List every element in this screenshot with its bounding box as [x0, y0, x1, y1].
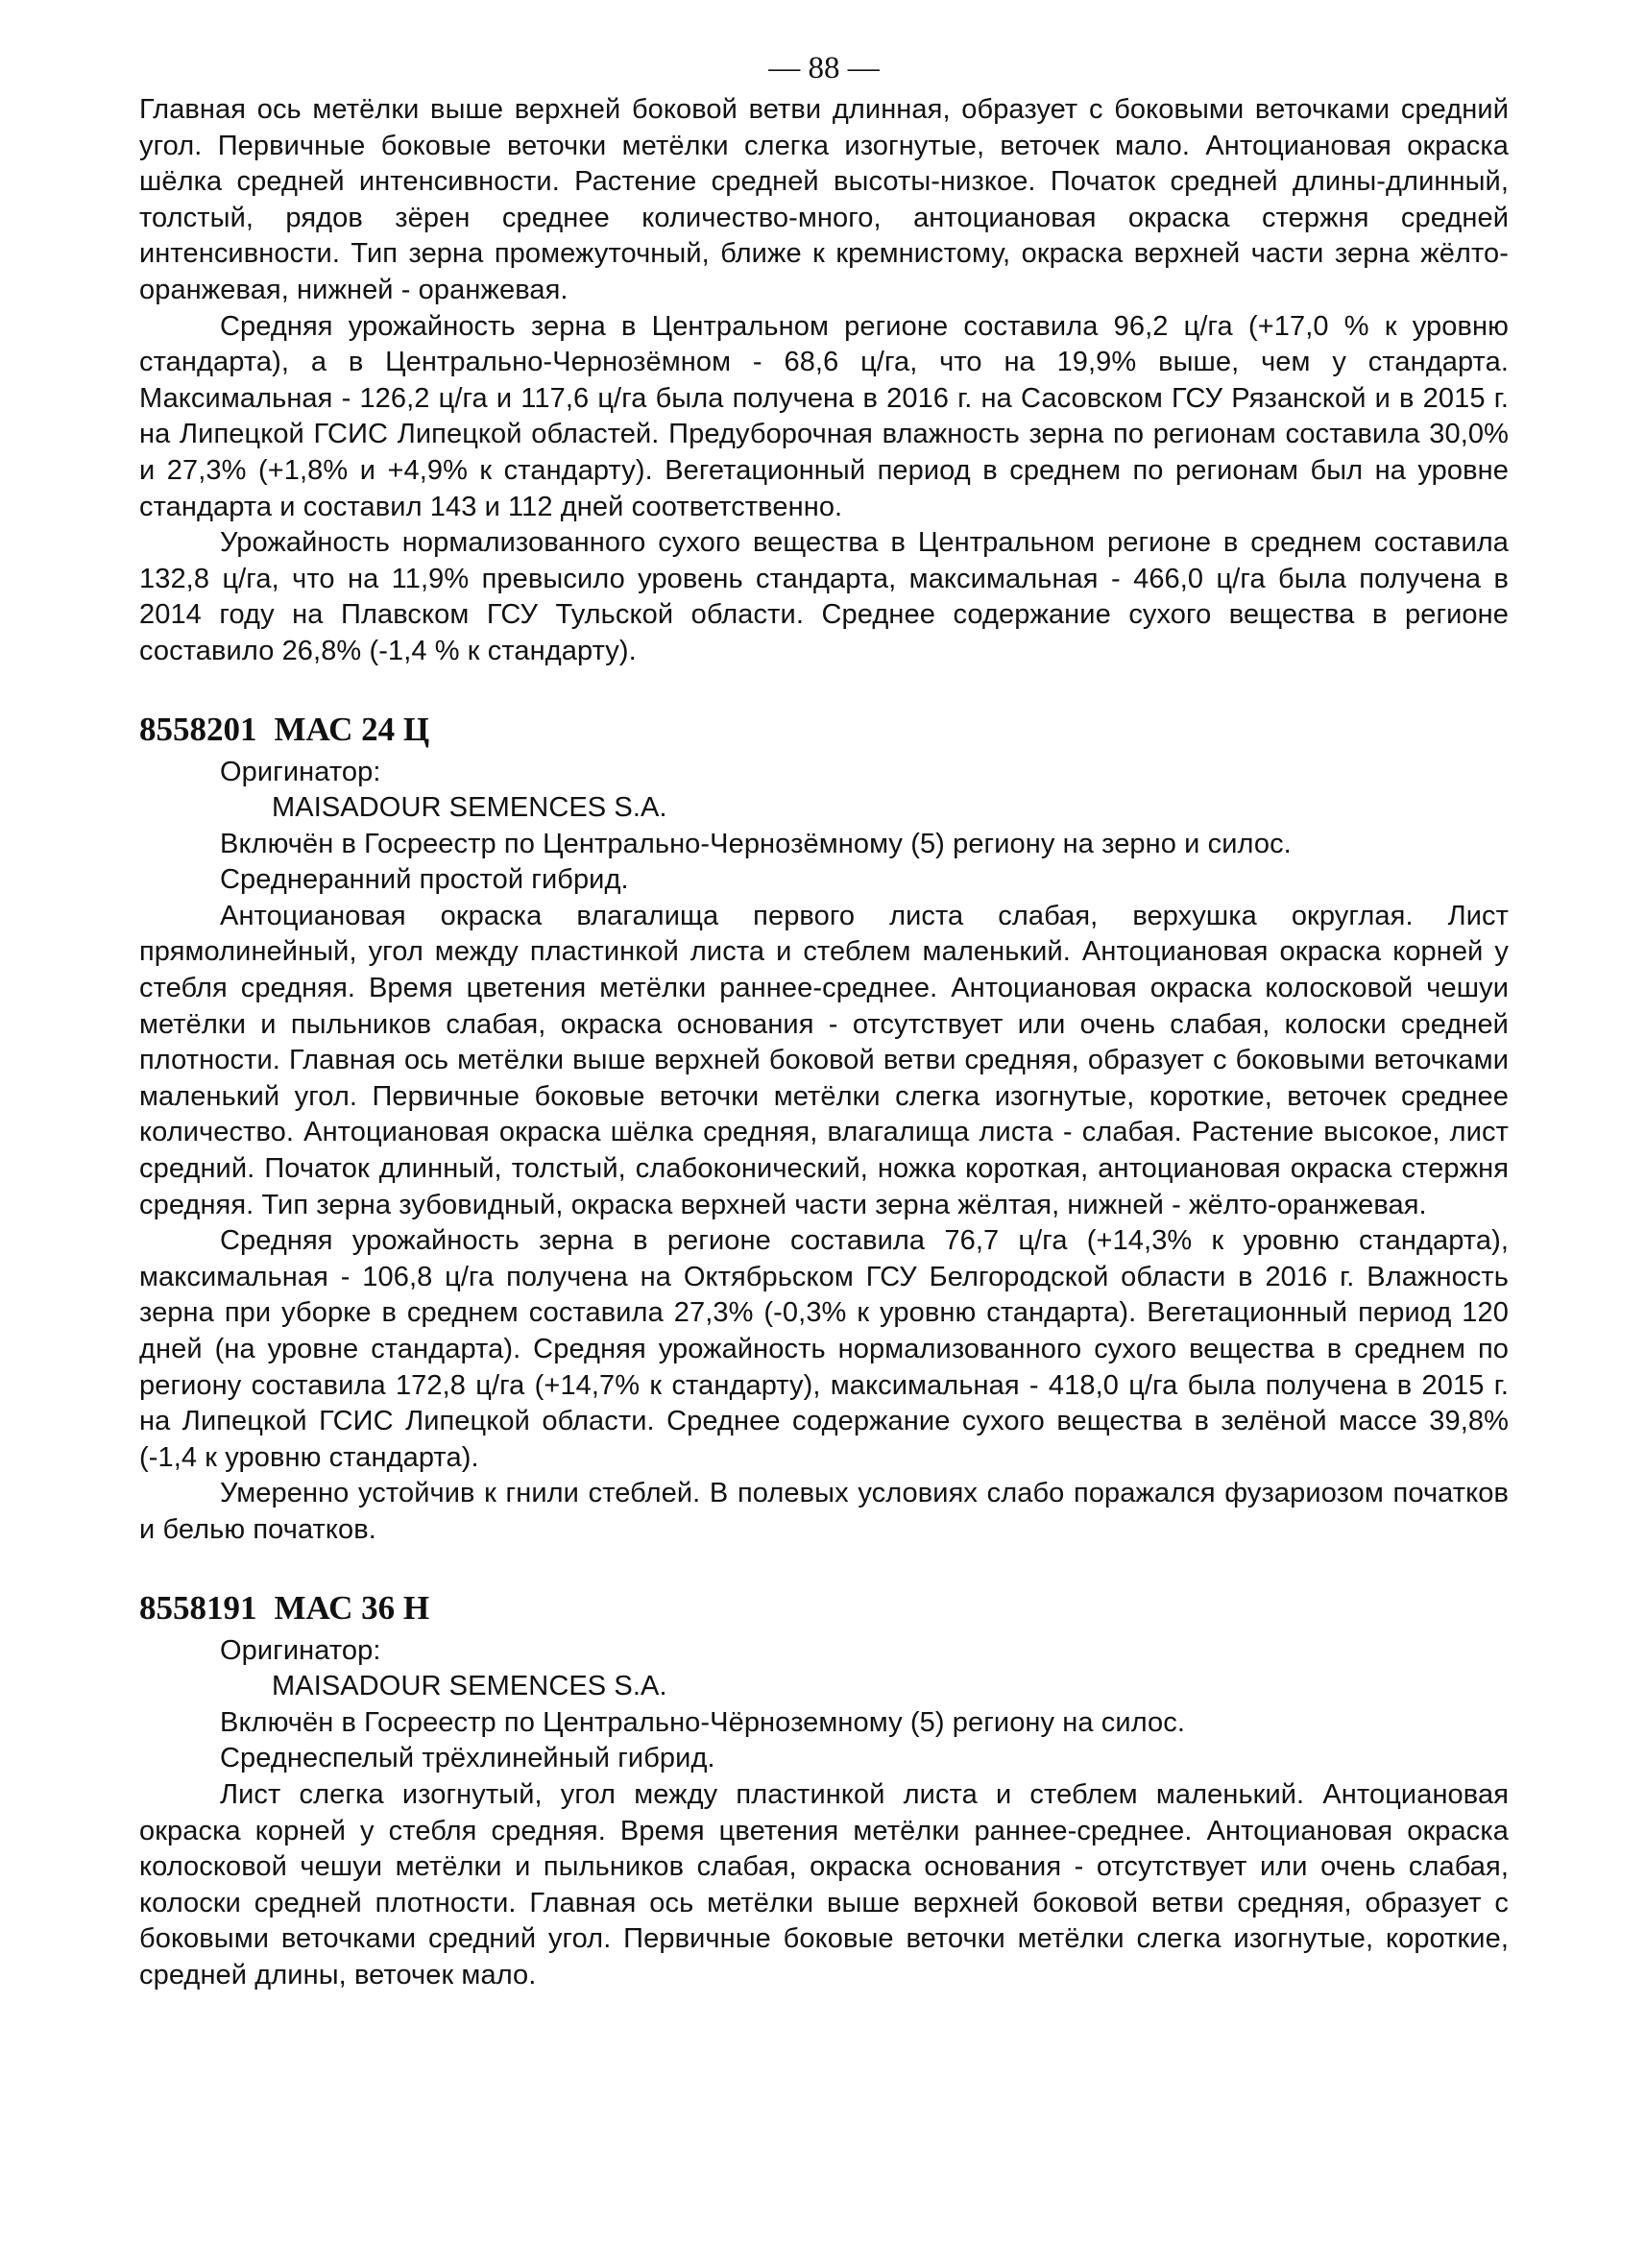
originator-label: Оригинатор:	[220, 756, 381, 787]
variety-code: 8558201	[139, 710, 257, 748]
originator-name: MAISADOUR SEMENCES S.A.	[272, 792, 667, 824]
intro-paragraph-1: Главная ось метёлки выше верхней боковой ветви длинная, образует с боковыми веточками средний угол. Первичные боковые веточки метёлки слегка изогнутые, веточек мало. Антоциановая окраска шёлка средней интенсивности. Растение средней высоты-низкое. Початок средней длины-длинный, толстый, рядов зёрен среднее количество-много, антоциановая окраска стержня средней интенсивности. Тип зерна промежуточный, ближе к кремнистому, окраска верхней части зерна жёлто-оранжевая, нижней - оранжевая.	[139, 94, 1509, 305]
originator-label: Оригинатор:	[220, 1634, 381, 1666]
description-paragraph: Антоциановая окраска влагалища первого листа слабая, верхушка округлая. Лист прямолинейный, угол между пластинкой листа и стеблем маленький. Антоциановая окраска корней у стебля средняя. Время цветения метёлки раннее-среднее. Антоциановая окраска колосковой чешуи метёлки и пыльников слабая, окраска основания - отсутствует или очень слабая, колоски средней плотности. Главная ось метёлки выше верхней боковой ветви средняя, образует с боковыми веточками маленький угол. Первичные боковые веточки метёлки слегка изогнутые, короткие, веточек среднее количество. Антоциановая окраска шёлка средняя, влагалища листа - слабая. Растение высокое, лист средний. Початок длинный, толстый, слабоконический, ножка короткая, антоциановая окраска стержня средняя. Тип зерна зубовидный, окраска верхней части зерна жёлтая, нижней - жёлто-оранжевая.	[139, 900, 1509, 1220]
variety-name: МАС 36 Н	[274, 1588, 430, 1627]
registry-note: Включён в Госреестр по Центрально-Чернозёмному (5) региону на зерно и силос.	[220, 828, 1292, 859]
section-heading-mas-36	[139, 1589, 1509, 1628]
hybrid-type: Среднеспелый трёхлинейный гибрид.	[220, 1743, 715, 1774]
document-page	[139, 46, 1509, 1994]
variety-name: МАС 24 Ц	[274, 710, 430, 748]
intro-paragraph-3: Урожайность нормализованного сухого вещества в Центральном регионе в среднем составила 132,8 ц/га, что на 11,9% превысило уровень стандарта, максимальная - 466,0 ц/га была получена в 2014 году на Плавском ГСУ Тульской области. Среднее содержание сухого вещества в регионе составило 26,8% (-1,4 % к стандарту).	[139, 527, 1509, 666]
yield-paragraph: Средняя урожайность зерна в регионе составила 76,7 ц/га (+14,3% к уровню стандарта), максимальная - 106,8 ц/га получена на Октябрьском ГСУ Белгородской области в 2016 г. Влажность зерна при уборке в среднем составила 27,3% (-0,3% к уровню стандарта). Вегетационный период 120 дней (на уровне стандарта). Средняя урожайность нормализованного сухого вещества в среднем по региону составила 172,8 ц/га (+14,7% к стандарту), максимальная - 418,0 ц/га была получена в 2015 г. на Липецкой ГСИС Липецкой области. Среднее содержание сухого вещества в зелёной массе 39,8% (-1,4 к уровню стандарта).	[139, 1225, 1509, 1473]
variety-code: 8558191	[139, 1588, 257, 1627]
intro-paragraph-2: Средняя урожайность зерна в Центральном регионе составила 96,2 ц/га (+17,0 % к уровню стандарта), а в Центрально-Чернозёмном - 68,6 ц/га, что на 19,9% выше, чем у стандарта. Максимальная - 126,2 ц/га и 117,6 ц/га была получена в 2016 г. на Сасовском ГСУ Рязанской и в 2015 г. на Липецкой ГСИС Липецкой областей. Предуборочная влажность зерна по регионам составила 30,0% и 27,3% (+1,8% и +4,9% к стандарту). Вегетационный период в среднем по регионам был на уровне стандарта и составил 143 и 112 дней соответственно.	[139, 310, 1509, 522]
page-number: — 88 —	[768, 51, 880, 85]
registry-note: Включён в Госреестр по Центрально-Чёрноземному (5) региону на силос.	[220, 1706, 1186, 1738]
resistance-paragraph: Умеренно устойчив к гнили стеблей. В полевых условиях слабо поражался фузариозом початков и белью початков.	[139, 1478, 1509, 1545]
hybrid-type: Среднеранний простой гибрид.	[220, 864, 629, 896]
originator-name: MAISADOUR SEMENCES S.A.	[272, 1671, 667, 1702]
section-heading-mas-24	[139, 711, 1509, 749]
description-paragraph: Лист слегка изогнутый, угол между пластинкой листа и стеблем маленький. Антоциановая окраска корней у стебля средняя. Время цветения метёлки раннее-среднее. Антоциановая окраска колосковой чешуи метёлки и пыльников слабая, окраска основания - отсутствует или очень слабая, колоски средней плотности. Главная ось метёлки выше верхней боковой ветви средняя, образует с боковыми веточками средний угол. Первичные боковые веточки метёлки слегка изогнутые, короткие, средней длины, веточек мало.	[139, 1778, 1509, 1991]
